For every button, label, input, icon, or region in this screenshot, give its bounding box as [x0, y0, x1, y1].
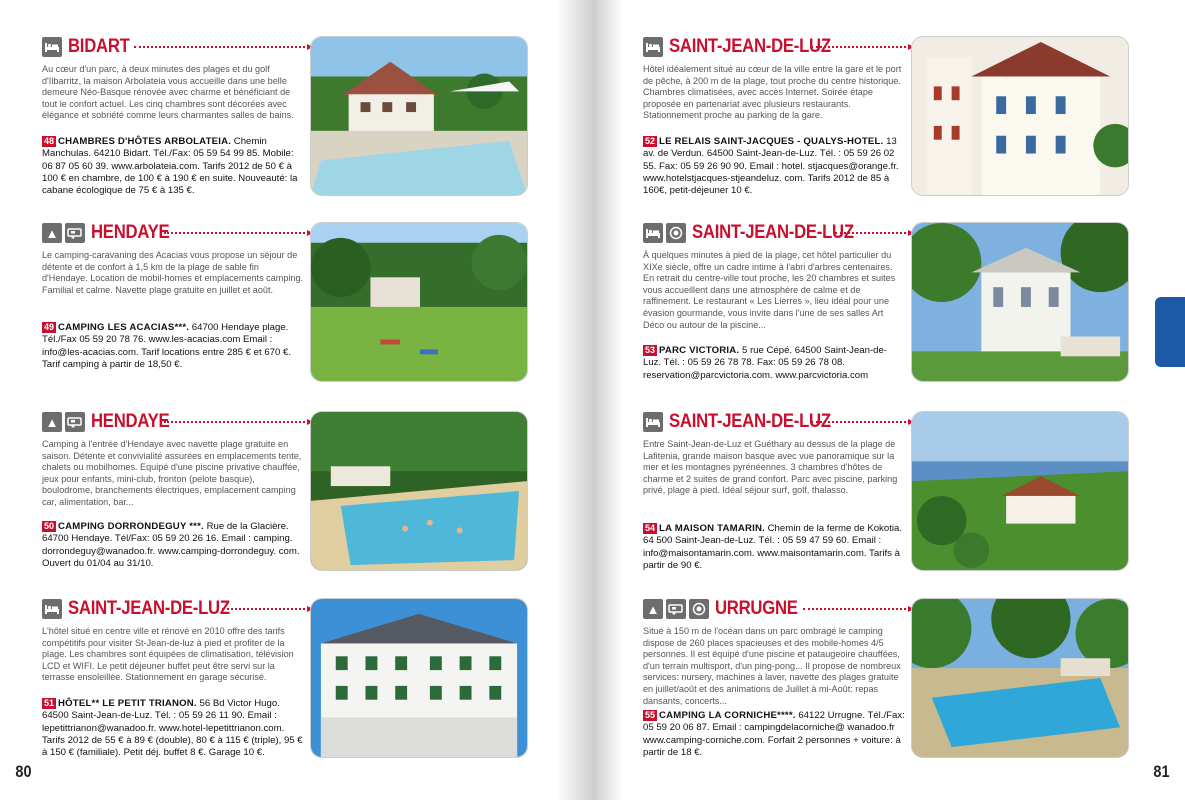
listing-description: À quelques minutes à pied de la plage, cet hôtel particulier du XIXe siècle, offre un cadre intime à l'abri d'arbres centenaires. En retrait du centre-ville tout proche, les 20 chambres et suites vous accueillent dans une atmosphère de calme et de raffinement. Le restaurant « Les Lierres », lieu idéal pour une évasion gourmande, vous invite dans l'une de ses salles Art Déco ou autour de la piscine...: [643, 250, 896, 330]
page-number: 81: [1153, 762, 1170, 781]
listing-header: [42, 36, 138, 58]
listing-number: 48: [44, 136, 55, 146]
caravan-icon: [666, 599, 686, 619]
photo-camping-pool: [911, 598, 1129, 758]
listing-number: 49: [44, 322, 55, 332]
city-title: URRUGNE: [715, 598, 798, 619]
photo-basque-hotel: [911, 36, 1129, 196]
listing-number: 50: [44, 521, 55, 531]
listing-name: HÔTEL** LE PETIT TRIANON.: [58, 698, 197, 709]
bed-icon: [42, 599, 62, 619]
tent-icon: ▲: [42, 412, 62, 432]
listing-details: 64700 Hendaye plage. Tél./Fax 05 59 20 78 76. www.les-acacias.com Email : info@les-acacias.com. Tarif locations entre 285 € et 670 €. Tarif camping à partir de 18,50 €.: [42, 322, 292, 370]
bed-icon: [42, 37, 62, 57]
listing-header: [42, 222, 180, 244]
photo-victoria-mansion: [911, 222, 1129, 382]
city-title: SAINT-JEAN-DE-LUZ: [669, 411, 831, 432]
page-number: 80: [15, 762, 32, 781]
listing-header: [42, 411, 180, 433]
photo-hotel-building: [310, 598, 528, 758]
caravan-icon: [65, 223, 85, 243]
dotted-rule: [164, 232, 309, 234]
bed-icon: [643, 37, 663, 57]
listing-name: CAMPING LES ACACIAS***.: [58, 322, 190, 333]
restaurant-icon: [666, 223, 686, 243]
listing-petit-trianon: [42, 598, 562, 778]
caravan-icon: [65, 412, 85, 432]
listing-number: 53: [645, 345, 656, 355]
listing-camping-la-corniche: [643, 598, 1163, 778]
right-page: [593, 0, 1185, 800]
listing-details: Chemin Manchulas. 64210 Bidart. Tél./Fax: 05 59 54 99 85. Mobile: 06 87 05 60 39. www.arbolateia.com. Tarifs 2012 de 50 € à 100 € en chambre, de 100 € à 190 € en suite. Nouveauté: la cabane écologique de 75 € à 135 €.: [42, 136, 298, 197]
listing-number: 51: [44, 698, 55, 708]
dotted-rule: [222, 608, 309, 610]
city-title: HENDAYE: [91, 222, 170, 243]
listing-details: 64122 Urrugne. Tél./Fax: 05 59 20 06 87. Email : campingdelacorniche@ wanadoo.fr www.camping-corniche.com. Forfait 2 personnes + voiture: à partir de 18 €.: [643, 710, 905, 758]
listing-number: 55: [645, 710, 656, 720]
photo-house-pool: [310, 36, 528, 196]
listing-info: [42, 521, 304, 570]
listing-relais-saint-jacques: [643, 36, 1163, 216]
photo-swimming-pool: [310, 411, 528, 571]
dotted-rule: [811, 46, 910, 48]
listing-details: 5 rue Cépé. 64500 Saint-Jean-de-Luz. Tél. : 05 59 26 78 78. Fax: 05 59 26 78 08. reservation@parcvictoria.com. www.parcvictoria.com: [643, 345, 888, 381]
listing-description: Au cœur d'un parc, à deux minutes des plages et du golf d'Ilbarritz, la maison Arbolateia vous accueille dans une belle demeure Néo-Basque rénovée avec charme et bénéficiant de tout le confort actuel. Les cinq chambres sont décorées avec élégance et sobriété comme leurs charmantes salles de bains.: [42, 64, 294, 121]
city-title: SAINT-JEAN-DE-LUZ: [692, 222, 854, 243]
bed-icon: [643, 412, 663, 432]
listing-details: Rue de la Glacière. 64700 Hendaye. Tél/Fax: 05 59 20 26 16. Email : camping. dorrondeguy@wanadoo.fr. www.camping-dorrondeguy. com. Ouvert du 01/04 au 31/10.: [42, 521, 300, 569]
gutter-shadow: [593, 0, 623, 800]
tent-icon: ▲: [42, 223, 62, 243]
listing-info: [643, 345, 905, 382]
tent-icon: ▲: [643, 599, 663, 619]
dotted-rule: [134, 46, 309, 48]
listing-hendaye-dorrondeguy: [42, 411, 562, 591]
listing-description: Hôtel idéalement situé au cœur de la ville entre la gare et le port de pêche, à 200 m de la plage, tout proche du centre historique. Chambres climatisées, avec accès Internet. Soirée étape proposée en partenariat avec plusieurs restaurants. Stationnement proche au parking de la gare.: [643, 64, 902, 121]
listing-description: Situé à 150 m de l'océan dans un parc ombragé le camping dispose de 260 places spacieuses et des mobile-homes 4/5 personnes. Il est équipé d'une piscine et pataugeoire chauffées, d'un terrain multisport, d'un ping-pong... Il propose de nombreux services: nursery, machines à laver, navette des plages gratuite en juillet/août et des animations de Juillet à mi-Août: repas dansants, concerts...: [643, 626, 901, 706]
dotted-rule: [835, 232, 910, 234]
listing-info: [643, 136, 905, 197]
listing-details: Chemin de la ferme de Kokotia. 64 500 Saint-Jean-de-Luz. Tél. : 05 59 47 59 60. Email : info@maisontamarin.com. www.maisontamarin.com. Tarifs à partir de 90 €.: [643, 523, 902, 571]
listing-number: 52: [645, 136, 656, 146]
listing-info: [643, 710, 905, 759]
listing-maison-tamarin: [643, 411, 1163, 591]
listing-name: CAMPING LA CORNICHE****.: [659, 710, 796, 721]
listing-details: 56 Bd Victor Hugo. 64500 Saint-Jean-de-Luz. Tél. : 05 59 26 11 90. Email : lepetittrianon@wanadoo.fr. www.hotel-lepetittrianon.com. Tarifs 2012 de 55 € à 89 € (double), 80 € à 115 € (triple), 95 € à 150 € (familiale). Petit déj. buffet 8 €. Garage 10 €.: [42, 698, 303, 759]
dotted-rule: [811, 421, 910, 423]
dotted-rule: [164, 421, 309, 423]
city-title: SAINT-JEAN-DE-LUZ: [669, 36, 831, 57]
restaurant-icon: [689, 599, 709, 619]
section-tab[interactable]: [1155, 297, 1185, 367]
listing-info: [42, 136, 304, 197]
listing-description: L'hôtel situé en centre ville et rénové en 2010 offre des tarifs compétitifs pour visiter St-Jean-de-luz à pied et profiter de la plage. Les chambres sont équipées de climatisation, télévision LCD et WIFI. Le petit déjeuner buffet peut être servi sur la terrasse ensoleillée. Stationnement en garage sécurisé.: [42, 626, 294, 683]
listing-description: Camping à l'entrée d'Hendaye avec navette plage gratuite en saison. Détente et convivialité assurées en emplacements tente, chalets ou mobilhomes. Equipé d'une piscine privative chauffée, jeux pour enfants, mini-club, fronton (pelote basque), boulodrome, branchements électriques, emplacement camping car, alimentation, bar...: [42, 439, 302, 507]
listing-info: [643, 523, 905, 572]
bed-icon: [643, 223, 663, 243]
dotted-rule: [803, 608, 910, 610]
city-title: HENDAYE: [91, 411, 170, 432]
listing-number: 54: [645, 523, 656, 533]
photo-seaview-house: [911, 411, 1129, 571]
listing-bidart: [42, 36, 562, 216]
listing-name: LA MAISON TAMARIN.: [659, 523, 765, 534]
listing-name: CHAMBRES D'HÔTES ARBOLATEIA.: [58, 136, 232, 147]
listing-header: [42, 598, 252, 620]
city-title: SAINT-JEAN-DE-LUZ: [68, 598, 230, 619]
listing-name: PARC VICTORIA.: [659, 345, 740, 356]
listing-description: Entre Saint-Jean-de-Luz et Guéthary au dessus de la plage de Lafitenia, grande maison basque avec vue panoramique sur la mer et les montagnes pyrénéennes. 3 chambres d'hôtes de charme et 2 suites de grand confort. Parc avec piscine, parking privé, plage à pied. Idéal séjour surf, golf, thalasso.: [643, 439, 898, 496]
listing-header: [643, 598, 809, 620]
listing-info: [42, 698, 304, 759]
city-title: BIDART: [68, 36, 130, 57]
photo-campsite-lawn: [310, 222, 528, 382]
listing-hendaye-acacias: [42, 222, 562, 402]
listing-name: CAMPING DORRONDEGUY ***.: [58, 521, 204, 532]
listing-info: [42, 322, 304, 371]
left-page: [0, 0, 592, 800]
listing-description: Le camping-caravaning des Acacias vous propose un séjour de détente et de confort à 1,5 km de la plage de sable fin d'Hendaye. Location de mobil-homes et emplacements camping. Familial et calme. Navette plage gratuite en juillet et août.: [42, 250, 304, 295]
listing-parc-victoria: [643, 222, 1163, 402]
listing-name: LE RELAIS SAINT-JACQUES - QUALYS-HOTEL.: [659, 136, 884, 147]
listing-details: 13 av. de Verdun. 64500 Saint-Jean-de-Luz. Tél. : 05 59 26 02 55. Fax: 05 59 26 90 90. Email : hotel. stjacques@orange.fr. www.hotelstjacques-stjeandeluz. com. Tarifs 2012 de 85 à 160€, petit-déjeuner 10 €.: [643, 136, 899, 197]
